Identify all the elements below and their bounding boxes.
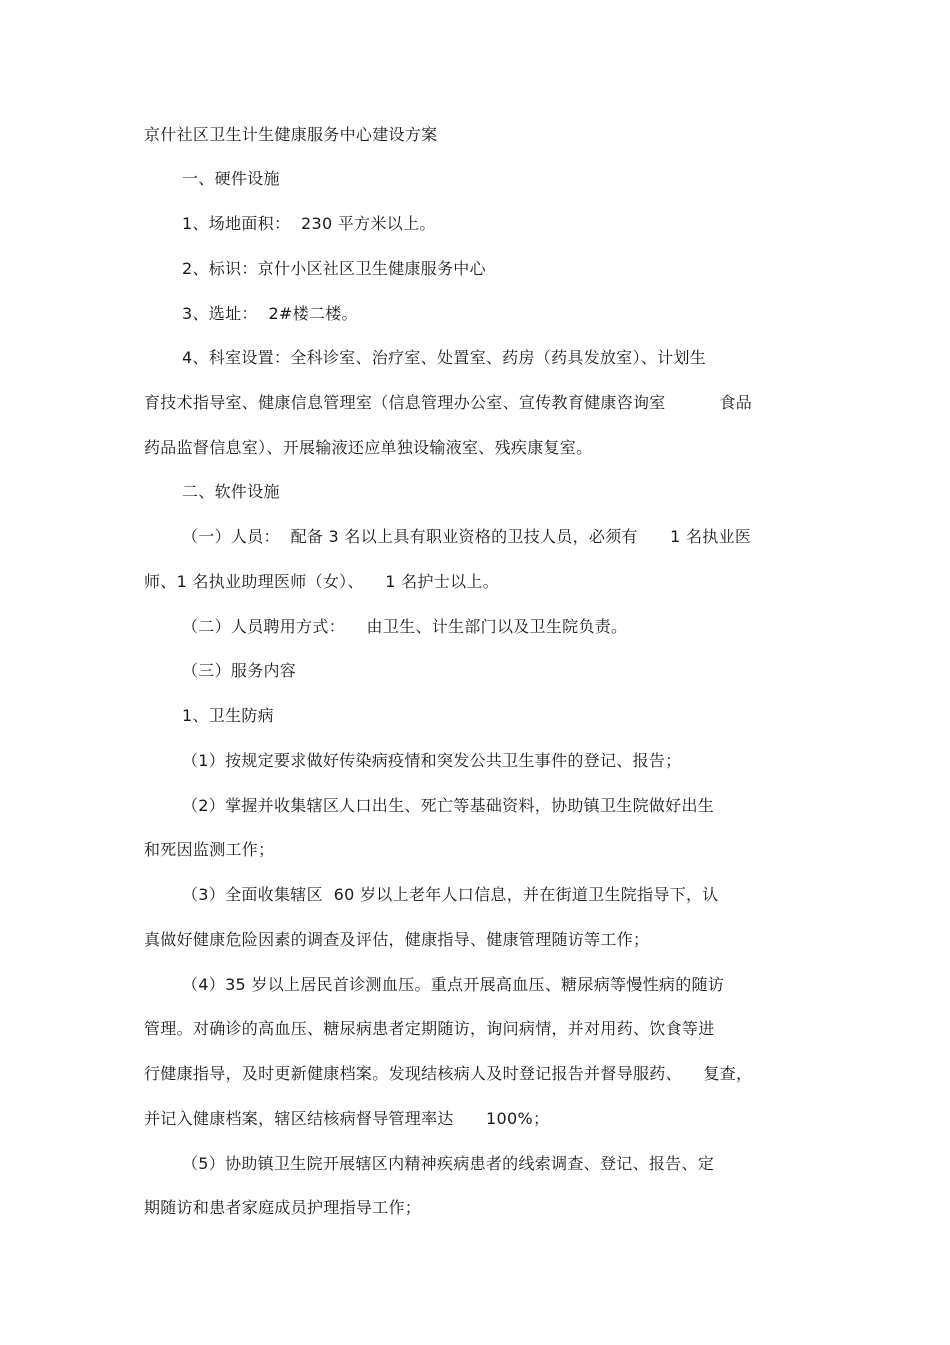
section-heading: 二、软件设施 xyxy=(182,482,280,501)
paragraph-line: （5）协助镇卫生院开展辖区内精神疾病患者的线索调查、登记、报告、定 xyxy=(182,1154,715,1173)
paragraph-line: 1、场地面积： 230 平方米以上。 xyxy=(182,214,436,233)
paragraph-line: （3）全面收集辖区 60 岁以上老年人口信息，并在街道卫生院指导下，认 xyxy=(182,885,719,904)
paragraph-line: （一）人员： 配备 3 名以上具有职业资格的卫技人员，必须有 1 名执业医 xyxy=(182,527,752,546)
paragraph-line: 管理。对确诊的高血压、糖尿病患者定期随访，询问病情，并对用药、饮食等进 xyxy=(144,1019,715,1038)
paragraph-line: （2）掌握并收集辖区人口出生、死亡等基础资料，协助镇卫生院做好出生 xyxy=(182,796,715,815)
document-title: 京什社区卫生计生健康服务中心建设方案 xyxy=(144,125,438,144)
paragraph-line: 和死因监测工作； xyxy=(144,840,275,859)
subsection-heading: 1、卫生防病 xyxy=(182,706,274,725)
paragraph-line: 行健康指导，及时更新健康档案。发现结核病人及时登记报告并督导服药、 复查， xyxy=(144,1064,753,1083)
paragraph-line: 2、标识：京什小区社区卫生健康服务中心 xyxy=(182,259,486,278)
paragraph-line: 药品监督信息室）、开展输液还应单独设输液室、残疾康复室。 xyxy=(144,438,593,457)
paragraph-line: 3、选址： 2#楼二楼。 xyxy=(182,304,358,323)
paragraph-line: 育技术指导室、健康信息管理室（信息管理办公室、宣传教育健康咨询室 食品 xyxy=(144,393,753,412)
paragraph-line: 期随访和患者家庭成员护理指导工作； xyxy=(144,1198,422,1217)
paragraph-line: （1）按规定要求做好传染病疫情和突发公共卫生事件的登记、报告； xyxy=(182,751,682,770)
paragraph-line: 师、1 名执业助理医师（女）、 1 名护士以上。 xyxy=(144,572,499,591)
paragraph-line: 4、科室设置：全科诊室、治疗室、处置室、药房（药具发放室）、计划生 xyxy=(182,348,707,367)
paragraph-line: 并记入健康档案，辖区结核病督导管理率达 100%； xyxy=(144,1109,550,1128)
section-heading: 一、硬件设施 xyxy=(182,169,280,188)
paragraph-line: （二）人员聘用方式： 由卫生、计生部门以及卫生院负责。 xyxy=(182,617,628,636)
subsection-heading: （三）服务内容 xyxy=(182,661,297,680)
paragraph-line: （4）35 岁以上居民首诊测血压。重点开展高血压、糖尿病等慢性病的随访 xyxy=(182,975,725,994)
paragraph-line: 真做好健康危险因素的调查及评估，健康指导、健康管理随访等工作； xyxy=(144,930,650,949)
